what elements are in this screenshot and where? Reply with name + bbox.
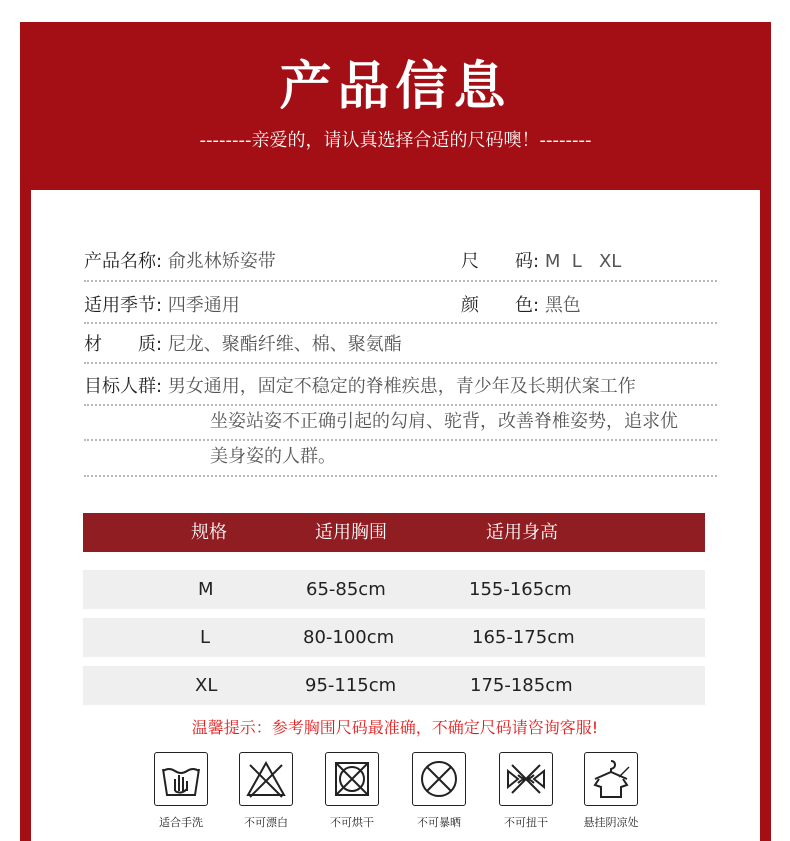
care-label: 不可暴晒 (417, 816, 461, 829)
info-row-target-3 (210, 444, 720, 470)
care-label: 不可烘干 (330, 816, 374, 829)
divider (84, 322, 717, 324)
target-label: 目标人群: (84, 376, 163, 397)
info-row-target-2 (210, 409, 720, 435)
care-item-no-tumble-dry (317, 752, 387, 830)
table-row (83, 570, 705, 609)
table-row (83, 666, 705, 705)
table-row (83, 618, 705, 657)
material-label: 材 质: (84, 334, 163, 355)
info-row-target (84, 374, 717, 400)
height-cell: 155-165cm (469, 579, 572, 600)
product-name-label: 产品名称: (84, 251, 163, 272)
size-value: M L XL (544, 251, 622, 272)
height-cell: 165-175cm (472, 627, 575, 648)
size-cell: L (200, 627, 211, 648)
care-item-no-sun-dry (404, 752, 474, 830)
size-tip: 温馨提示：参考胸围尺码最准确，不确定尺码请咨询客服! (191, 718, 599, 737)
page-title: 产品信息 (279, 57, 512, 117)
divider (84, 362, 717, 364)
care-item-hand-wash (146, 752, 216, 830)
material-value: 尼龙、聚酯纤维、棉、聚氨酯 (167, 334, 402, 355)
season-value: 四季通用 (167, 295, 240, 316)
care-label: 不可漂白 (244, 816, 288, 829)
care-label: 适合手洗 (159, 816, 203, 829)
header-chest: 适用胸围 (315, 522, 387, 543)
product-name-value: 俞兆林矫姿带 (167, 251, 276, 272)
target-line-3: 美身姿的人群。 (210, 446, 336, 467)
height-cell: 175-185cm (470, 675, 573, 696)
divider (84, 280, 717, 282)
size-label: 尺 码: (461, 251, 540, 272)
target-line-2: 坐姿站姿不正确引起的勾肩、驼背，改善脊椎姿势，追求优 (210, 411, 678, 432)
hand-wash-icon (154, 752, 208, 806)
care-label: 悬挂阴凉处 (583, 816, 639, 829)
chest-cell: 65-85cm (306, 579, 386, 600)
info-row-name (84, 249, 717, 275)
no-sun-dry-icon (412, 752, 466, 806)
care-item-no-wring (491, 752, 561, 830)
chest-cell: 95-115cm (305, 675, 397, 696)
info-row-season (84, 293, 717, 319)
size-cell: M (198, 579, 214, 600)
chest-cell: 80-100cm (303, 627, 395, 648)
header-height: 适用身高 (486, 522, 558, 543)
divider (84, 475, 717, 477)
care-item-hang-dry-shade (576, 752, 646, 830)
color-label: 颜 色: (461, 295, 540, 316)
header-size: 规格 (191, 522, 227, 543)
divider (84, 404, 717, 406)
divider (84, 439, 717, 441)
no-bleach-icon (239, 752, 293, 806)
target-line-1: 男女通用，固定不稳定的脊椎疾患，青少年及长期伏案工作 (167, 376, 636, 397)
season-label: 适用季节: (84, 295, 163, 316)
care-label: 不可扭干 (504, 816, 548, 829)
hang-dry-shade-icon (584, 752, 638, 806)
page-subtitle: --------亲爱的，请认真选择合适的尺码噢！-------- (199, 130, 592, 151)
color-value: 黑色 (544, 295, 581, 316)
size-table-header (83, 513, 705, 552)
info-row-material (84, 332, 717, 358)
size-cell: XL (195, 675, 218, 696)
care-item-no-bleach (231, 752, 301, 830)
no-tumble-dry-icon (325, 752, 379, 806)
no-wring-icon (499, 752, 553, 806)
